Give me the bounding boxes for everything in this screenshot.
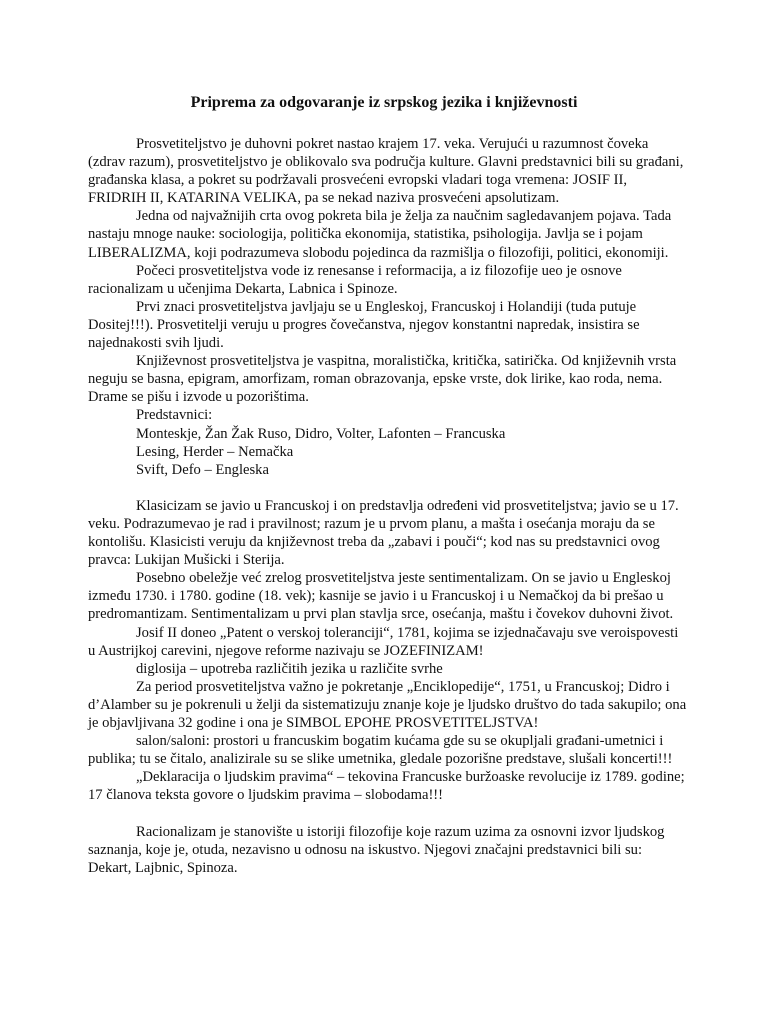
paragraph: diglosija – upotreba različitih jezika u različite svrhe [136, 660, 443, 677]
paragraph: Prosvetiteljstvo je duhovni pokret nastao krajem 17. veka. Verujući u razumnost čoveka (zdrav razum), prosvetiteljstvo je oblikovalo sva područja kulture. Glavni predstavnici bili su građani, građanska klasa, a pokret su podržavali prosvećeni evropski vladari toga vremena: JOSIF II, FRIDRIH II, KATARINA VELIKA, pa se nekad naziva prosvećeni apsolutizam. [88, 136, 684, 207]
representatives-item: Svift, Defo – Engleska [136, 461, 269, 478]
paragraph: salon/saloni: prostori u francuskim bogatim kućama gde su se okupljali građani-umetnici i publika; tu se čitalo, analizirale su se slike umetnika, gledale pozorišne predstave, slušali koncerti!!! [88, 733, 673, 768]
paragraph: Za period prosvetiteljstva važno je pokretanje „Enciklopedije“, 1751, u Francuskoj; Didro i d’Alamber su je pokrenuli u želji da sistematizuju znanje koje je ljudsko društvo do tada sakupilo; ona je objavljivana 32 godine i ona je SIMBOL EPOHE PROSVETITELJSTVA! [88, 678, 687, 731]
representatives-item: Monteskje, Žan Žak Ruso, Didro, Volter, Lafonten – Francuska [136, 425, 506, 442]
paragraph: Prvi znaci prosvetiteljstva javljaju se u Engleskoj, Francuskoj i Holandiji (tuda putuje Dositej!!!). Prosvetitelji veruju u progres čovečanstva, njegov konstantni napredak, insistira se najednakosti svih ljudi. [88, 298, 640, 352]
paragraph: Racionalizam je stanovište u istoriji filozofije koje razum uzima za osnovni izvor ljudskog saznanja, koje je, otuda, nezavisno u odnosu na iskustvo. Njegovi značajni predstavnici bili su: Dekart, Lajbnic, Spinoza. [88, 823, 665, 876]
representatives-item: Lesing, Herder – Nemačka [136, 443, 294, 460]
paragraph: Počeci prosvetiteljstva vode iz renesanse i reformacija, a iz filozofije ueo je osnove racionalizam u učenjima Dekarta, Labnica i Spinoze. [88, 262, 622, 297]
paragraph-gap [88, 804, 688, 822]
paragraph: Književnost prosvetiteljstva je vaspitna, moralistička, kritička, satirička. Od književnih vrsta neguju se basna, epigram, amorfizam, roman obrazovanja, epske vrste, dok lirike, kao roda, nema. Drame se pišu i izvode u pozorištima. [88, 353, 677, 406]
paragraph: Posebno obeležje već zrelog prosvetiteljstva jeste sentimentalizam. On se javio u Engleskoj između 1730. i 1780. godine (18. vek); kasnije se javio i u Francuskoj i u Nemačkoj da bi prešao u predromantizam. Sentimentalizam u prvi plan stavlja srce, osećanja, maštu i čovekov duhovni život. [88, 570, 674, 623]
document-body [88, 135, 688, 877]
paragraph: Josif II doneo „Patent o verskoj toleranciji“, 1781, kojima se izjednačavaju sve veroispovesti u Austrijkoj carevini, njegove reforme nazivaju se JOZEFINIZAM! [88, 624, 679, 659]
representatives-heading: Predstavnici: [136, 407, 213, 424]
paragraph: „Deklaracija o ljudskim pravima“ – tekovina Francuske buržoaske revolucije iz 1789. godine; 17 članova teksta govore o ljudskim pravima – slobodama!!! [88, 769, 685, 804]
paragraph-gap [88, 479, 688, 497]
paragraph: Jedna od najvažnijih crta ovog pokreta bila je želja za naučnim sagledavanjem pojava. Tada nastaju mnoge nauke: sociologija, politička ekonomija, statistika, psihologija. Javlja se i pojam LIBERALIZMA, koji podrazumeva slobodu pojedinca da razmišlja o filozofiji, politici, ekonomiji. [88, 208, 672, 261]
document-title: Priprema za odgovaranje iz srpskog jezika i književnosti [190, 94, 578, 111]
paragraph: Klasicizam se javio u Francuskoj i on predstavlja određeni vid prosvetiteljstva; javio se u 17. veku. Podrazumevao je rad i pravilnost; razum je u prvom planu, a mašta i osećanja moraju da se kontolišu. Klasicisti veruju da književnost treba da „zabavi i pouči“; kod nas su predstavnici ovog pravca: Lukijan Mušicki i Sterija. [88, 497, 679, 569]
